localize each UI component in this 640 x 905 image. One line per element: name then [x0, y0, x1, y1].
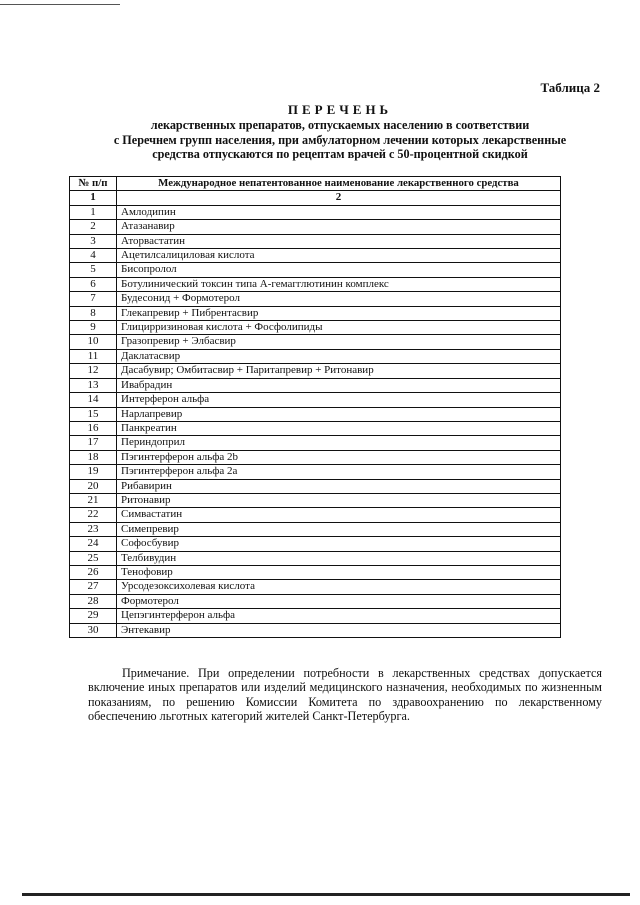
row-number: 19 [70, 465, 117, 479]
row-drug-name: Амлодипин [117, 205, 561, 219]
row-drug-name: Формотерол [117, 594, 561, 608]
row-number: 13 [70, 378, 117, 392]
table-row [70, 364, 561, 378]
row-drug-name: Периндоприл [117, 436, 561, 450]
subtitle-line-2: с Перечнем групп населения, при амбулаторном лечении которых лекарственные [113, 132, 567, 147]
row-drug-name: Ботулинический токсин типа А-гемагглютинин комплекс [117, 277, 561, 291]
top-rule [0, 4, 120, 5]
row-number: 5 [70, 263, 117, 277]
row-drug-name: Цепэгинтерферон альфа [117, 609, 561, 623]
table-body [70, 205, 561, 637]
table-row [70, 335, 561, 349]
table-row [70, 436, 561, 450]
row-number: 7 [70, 292, 117, 306]
table-row [70, 249, 561, 263]
row-number: 24 [70, 537, 117, 551]
row-drug-name: Софосбувир [117, 537, 561, 551]
row-number: 22 [70, 508, 117, 522]
page-title: ПЕРЕЧЕНЬ [287, 102, 393, 117]
table-row [70, 205, 561, 219]
row-drug-name: Симвастатин [117, 508, 561, 522]
row-number: 20 [70, 479, 117, 493]
table-row [70, 450, 561, 464]
row-number: 15 [70, 407, 117, 421]
row-drug-name: Энтекавир [117, 623, 561, 637]
table-row [70, 623, 561, 637]
table-row [70, 537, 561, 551]
column-header-number: № п/п [70, 177, 117, 191]
row-drug-name: Рибавирин [117, 479, 561, 493]
row-number: 1 [70, 205, 117, 219]
column-number-2: 2 [117, 191, 561, 205]
bottom-rule [22, 893, 630, 896]
row-drug-name: Ацетилсалициловая кислота [117, 249, 561, 263]
row-number: 10 [70, 335, 117, 349]
row-drug-name: Ритонавир [117, 493, 561, 507]
row-number: 17 [70, 436, 117, 450]
row-drug-name: Телбивудин [117, 551, 561, 565]
row-number: 26 [70, 565, 117, 579]
row-drug-name: Пэгинтерферон альфа 2a [117, 465, 561, 479]
row-drug-name: Даклатасвир [117, 349, 561, 363]
row-drug-name: Атазанавир [117, 220, 561, 234]
table-row [70, 277, 561, 291]
row-drug-name: Бисопролол [117, 263, 561, 277]
row-drug-name: Аторвастатин [117, 234, 561, 248]
table-row [70, 263, 561, 277]
row-number: 28 [70, 594, 117, 608]
row-drug-name: Урсодезоксихолевая кислота [117, 580, 561, 594]
row-drug-name: Дасабувир; Омбитасвир + Паритапревир + Ритонавир [117, 364, 561, 378]
table-row [70, 551, 561, 565]
table-number: Таблица 2 [540, 80, 600, 95]
row-number: 27 [70, 580, 117, 594]
footnote-text: Примечание. При определении потребности в лекарственных средствах допускается включение иных препаратов или изделий медицинского назначения, необходимых по жизненным показаниям, по решению Комиссии Комитета по здравоохранению по лекарственному обеспечению льготных категорий жителей Санкт-Петербурга. [88, 666, 602, 724]
row-number: 30 [70, 623, 117, 637]
title-block [80, 101, 600, 162]
table-row [70, 565, 561, 579]
row-number: 18 [70, 450, 117, 464]
column-number-row [70, 191, 561, 205]
row-number: 21 [70, 493, 117, 507]
row-drug-name: Будесонид + Формотерол [117, 292, 561, 306]
table-header-row [70, 177, 561, 191]
table-row [70, 220, 561, 234]
row-drug-name: Ивабрадин [117, 378, 561, 392]
table-row [70, 580, 561, 594]
table-row [70, 349, 561, 363]
row-number: 6 [70, 277, 117, 291]
drug-table-wrapper [69, 176, 561, 638]
table-row [70, 306, 561, 320]
column-number-1: 1 [70, 191, 117, 205]
row-number: 2 [70, 220, 117, 234]
subtitle-line-3: средства отпускаются по рецептам врачей с 50-процентной скидкой [152, 147, 528, 161]
subtitle-line-1: лекарственных препаратов, отпускаемых населению в соответствии [150, 118, 530, 132]
table-row [70, 407, 561, 421]
table-row [70, 378, 561, 392]
row-drug-name: Глицирризиновая кислота + Фосфолипиды [117, 321, 561, 335]
row-drug-name: Нарлапревир [117, 407, 561, 421]
table-row [70, 321, 561, 335]
row-number: 9 [70, 321, 117, 335]
table-row [70, 292, 561, 306]
drug-table [69, 176, 561, 638]
table-row [70, 493, 561, 507]
table-row [70, 522, 561, 536]
row-drug-name: Панкреатин [117, 421, 561, 435]
column-header-name: Международное непатентованное наименование лекарственного средства [117, 177, 561, 191]
row-number: 8 [70, 306, 117, 320]
table-row [70, 465, 561, 479]
table-row [70, 479, 561, 493]
row-drug-name: Пэгинтерферон альфа 2b [117, 450, 561, 464]
row-number: 4 [70, 249, 117, 263]
row-number: 12 [70, 364, 117, 378]
row-number: 14 [70, 393, 117, 407]
row-number: 23 [70, 522, 117, 536]
row-number: 3 [70, 234, 117, 248]
row-drug-name: Тенофовир [117, 565, 561, 579]
table-row [70, 609, 561, 623]
table-row [70, 234, 561, 248]
row-drug-name: Симепревир [117, 522, 561, 536]
row-drug-name: Гразопревир + Элбасвир [117, 335, 561, 349]
table-row [70, 421, 561, 435]
row-number: 16 [70, 421, 117, 435]
row-drug-name: Интерферон альфа [117, 393, 561, 407]
table-row [70, 594, 561, 608]
footnote [88, 666, 602, 724]
row-number: 11 [70, 349, 117, 363]
table-row [70, 508, 561, 522]
row-number: 29 [70, 609, 117, 623]
row-drug-name: Глекапревир + Пибрентасвир [117, 306, 561, 320]
row-number: 25 [70, 551, 117, 565]
table-row [70, 393, 561, 407]
